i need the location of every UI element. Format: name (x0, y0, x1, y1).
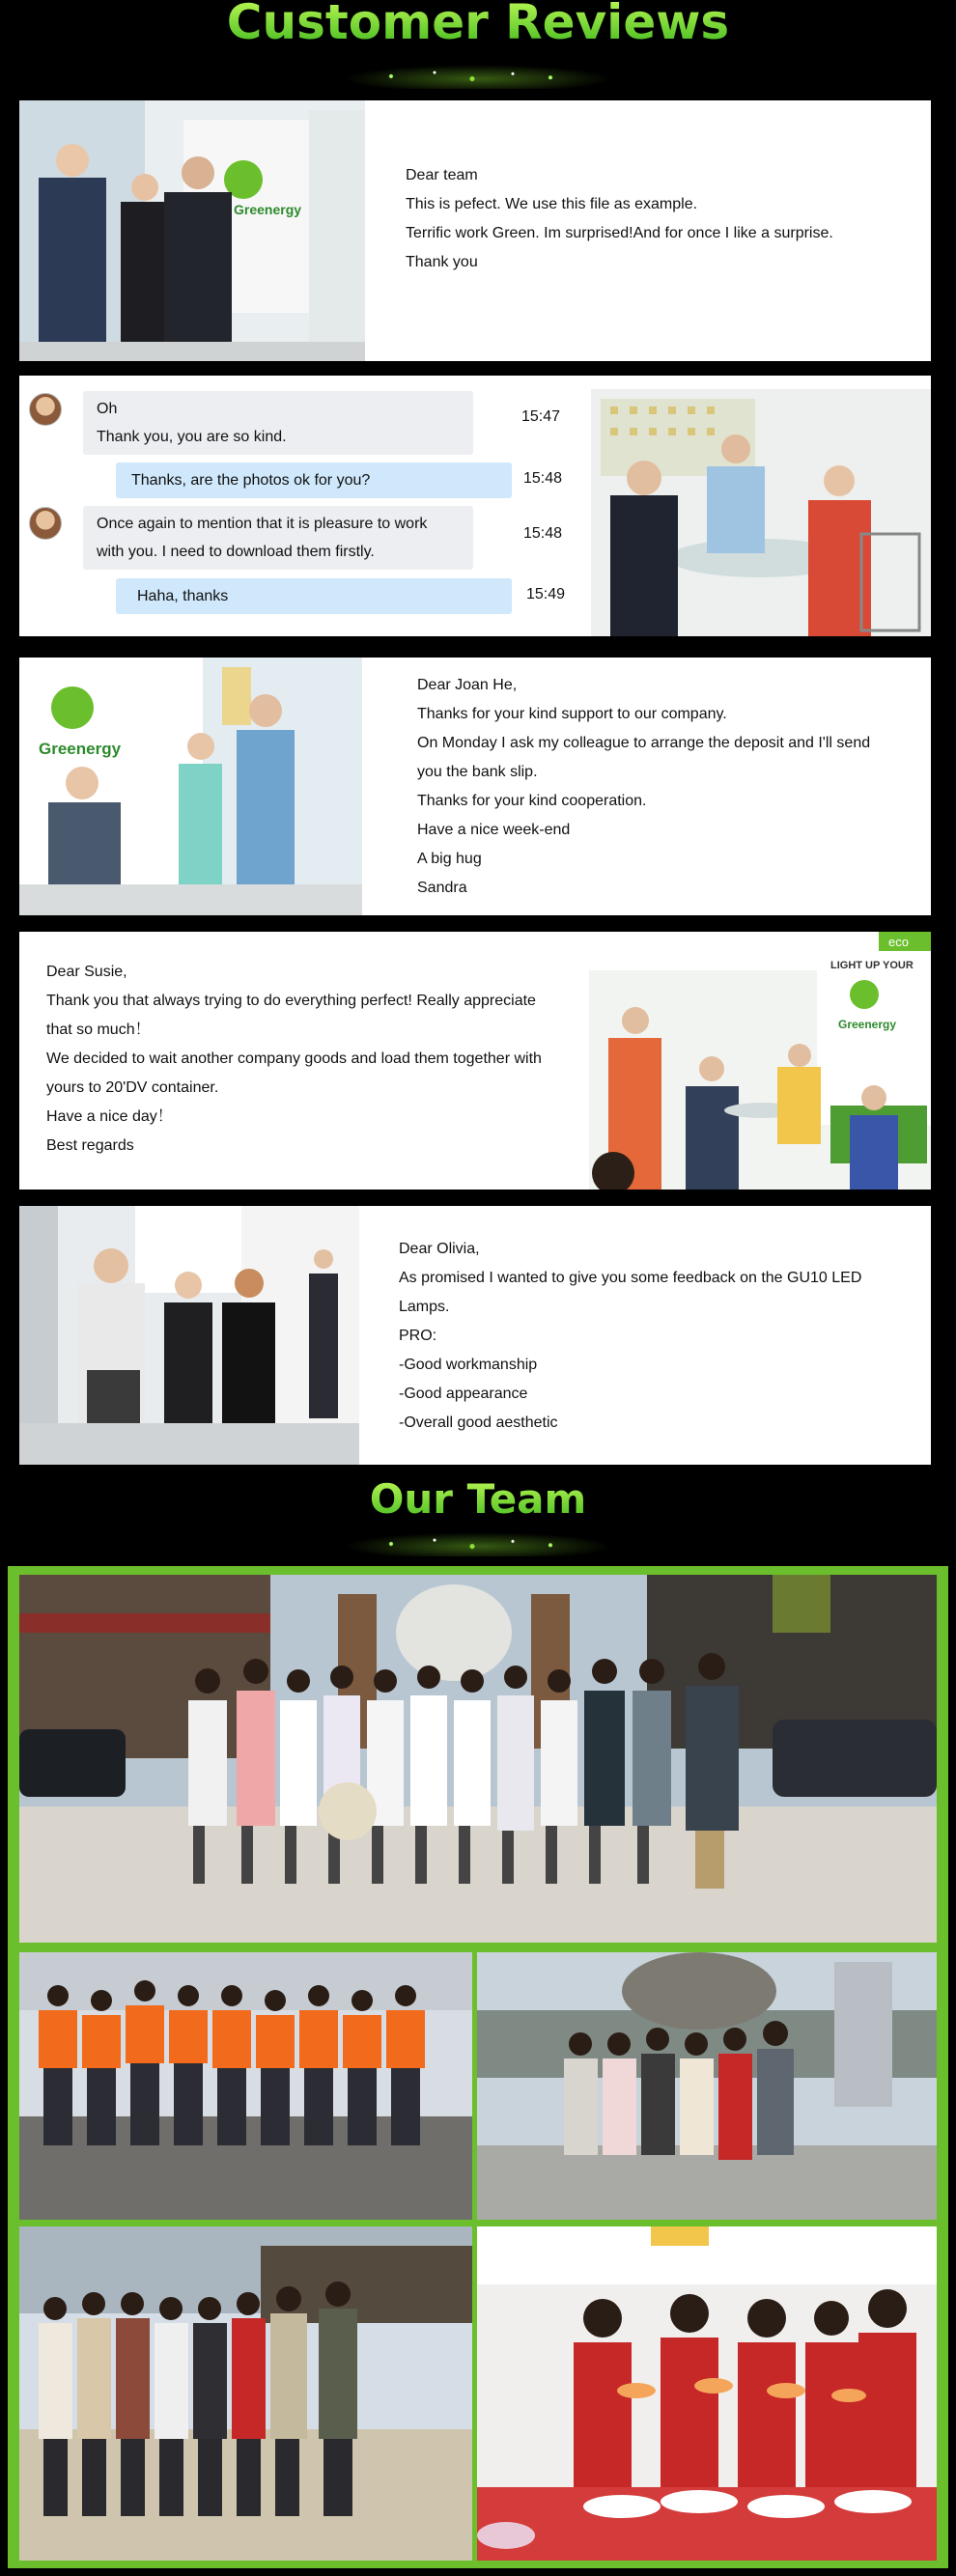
customer-avatar (29, 507, 62, 540)
review-line: -Good workmanship (399, 1357, 538, 1373)
review-photo-4 (589, 932, 931, 1190)
chat-message-incoming (83, 391, 473, 455)
review-line: A big hug (417, 851, 482, 867)
chat-line: Haha, thanks (137, 588, 229, 604)
team-photo-life-vests (19, 1952, 472, 2220)
review-photo-5 (19, 1206, 359, 1465)
chat-message-outgoing (116, 578, 512, 614)
review-line: that so much！ (46, 1022, 151, 1038)
review-line: PRO: (399, 1328, 437, 1344)
review-card-5 (19, 1206, 931, 1465)
review-line: Thanks for your kind cooperation. (417, 793, 647, 809)
review-line: On Monday I ask my colleague to arrange the deposit and I'll send (417, 735, 871, 751)
review-line: Thanks for your kind support to our company. (417, 706, 727, 722)
review-photo-2 (591, 389, 931, 636)
review-line: -Good appearance (399, 1386, 528, 1402)
review-line: Have a nice day！ (46, 1108, 173, 1125)
team-photo-cooking-class (477, 2226, 937, 2561)
chat-line: Thank you, you are so kind. (97, 429, 287, 445)
review-line: yours to 20'DV container. (46, 1079, 219, 1096)
chat-message-outgoing (116, 462, 512, 498)
review-card-1 (19, 100, 931, 361)
eco-logo-text: eco (888, 935, 909, 949)
review-line: Dear team (406, 167, 478, 183)
team-photo-gallery (8, 1566, 948, 2568)
review-line: Dear Susie, (46, 964, 127, 980)
chat-timestamp: 15:48 (523, 470, 563, 487)
review-line: Thank you that always trying to do everything perfect! Really appreciate (46, 993, 536, 1009)
review-card-2-chat (19, 376, 931, 636)
review-line: Dear Olivia, (399, 1241, 480, 1257)
heading-sparkle-decoration (333, 1531, 623, 1556)
slogan-logo-text: LIGHT UP YOUR (830, 960, 914, 971)
review-line: Lamps. (399, 1299, 450, 1315)
brand-logo-text: Greenergy (838, 1018, 897, 1031)
review-text-4 (46, 958, 542, 1161)
chat-line: Thanks, are the photos ok for you? (131, 472, 371, 489)
review-line: This is pefect. We use this file as example. (406, 196, 698, 212)
chat-line: Once again to mention that it is pleasure to work (97, 516, 428, 532)
review-line: Terrific work Green. Im surprised!And for once I like a surprise. (406, 225, 833, 241)
team-photo-group-outdoor (19, 1575, 937, 1943)
chat-line: Oh (97, 401, 118, 417)
review-line: Thank you (406, 254, 478, 270)
chat-line: with you. I need to download them firstly. (97, 544, 375, 560)
svg-text:Greenergy: Greenergy (234, 202, 302, 217)
review-photo-3 (19, 658, 362, 915)
customer-avatar (29, 393, 62, 426)
review-line: -Overall good aesthetic (399, 1414, 558, 1431)
review-line: As promised I wanted to give you some feedback on the GU10 LED (399, 1270, 862, 1286)
review-line: Best regards (46, 1137, 134, 1154)
chat-timestamp: 15:49 (526, 586, 566, 602)
review-text-3 (417, 671, 870, 903)
team-photo-landmark (477, 1952, 937, 2220)
chat-message-incoming (83, 506, 473, 570)
svg-text:Greenergy: Greenergy (39, 740, 122, 758)
heading-sparkle-decoration (333, 64, 623, 89)
our-team-heading: Our Team (0, 1472, 956, 1526)
review-text-5 (399, 1235, 861, 1438)
customer-reviews-heading: Customer Reviews (0, 0, 956, 52)
review-line: you the bank slip. (417, 764, 538, 780)
team-photo-winter-trip (19, 2226, 472, 2561)
review-photo-1 (19, 100, 365, 361)
chat-timestamp: 15:48 (523, 525, 563, 542)
review-line: Dear Joan He, (417, 677, 518, 693)
review-line: We decided to wait another company goods and load them together with (46, 1050, 542, 1067)
review-line: Have a nice week-end (417, 822, 571, 838)
review-card-4 (19, 932, 931, 1190)
review-text-1 (406, 161, 833, 277)
chat-timestamp: 15:47 (521, 408, 561, 425)
review-line: Sandra (417, 880, 467, 896)
review-card-3 (19, 658, 931, 915)
